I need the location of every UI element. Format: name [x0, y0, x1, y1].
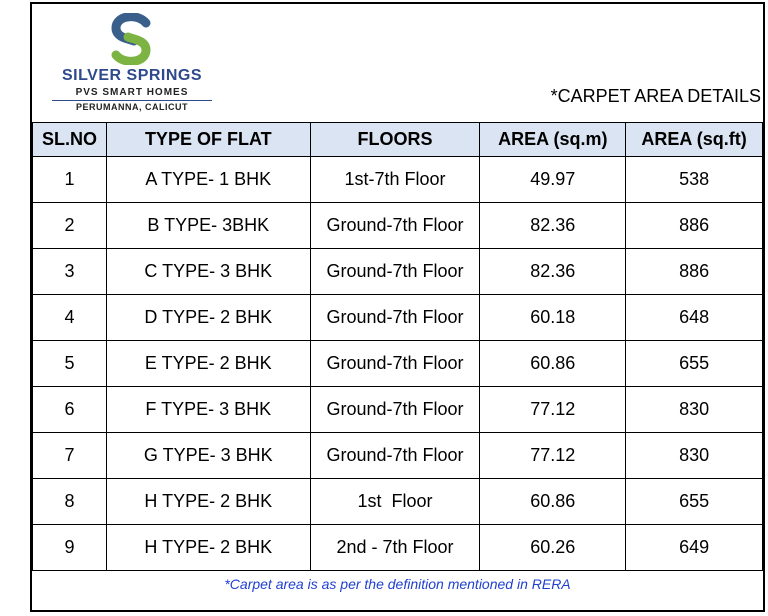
- brand-location: PERUMANNA, CALICUT: [52, 100, 212, 112]
- cell-area-sqft: 886: [626, 249, 763, 295]
- cell-area-sqm: 82.36: [480, 203, 626, 249]
- cell-floors: Ground-7th Floor: [310, 387, 480, 433]
- footnote: *Carpet area is as per the definition mentioned in RERA: [224, 576, 571, 592]
- cell-type: D TYPE- 2 BHK: [106, 295, 310, 341]
- cell-type: E TYPE- 2 BHK: [106, 341, 310, 387]
- cell-floors: 2nd - 7th Floor: [310, 525, 480, 571]
- swirl-s-logo-icon: [108, 13, 154, 65]
- cell-type: F TYPE- 3 BHK: [106, 387, 310, 433]
- cell-area-sqm: 82.36: [480, 249, 626, 295]
- cell-area-sqft: 655: [626, 479, 763, 525]
- table-row: [33, 433, 763, 479]
- cell-slno: 5: [33, 341, 107, 387]
- cell-slno: 6: [33, 387, 107, 433]
- cell-area-sqm: 49.97: [480, 157, 626, 203]
- carpet-area-table: [32, 122, 763, 571]
- cell-slno: 8: [33, 479, 107, 525]
- table-header-row: [33, 123, 763, 157]
- table-row: [33, 203, 763, 249]
- table-row: [33, 525, 763, 571]
- brand-block: [52, 67, 212, 112]
- cell-slno: 9: [33, 525, 107, 571]
- cell-area-sqft: 830: [626, 387, 763, 433]
- cell-floors: Ground-7th Floor: [310, 295, 480, 341]
- cell-type: H TYPE- 2 BHK: [106, 479, 310, 525]
- col-header-type: TYPE OF FLAT: [106, 123, 310, 157]
- cell-area-sqm: 60.86: [480, 341, 626, 387]
- cell-area-sqft: 648: [626, 295, 763, 341]
- page-title: *CARPET AREA DETAILS: [550, 86, 761, 106]
- table-row: [33, 157, 763, 203]
- cell-area-sqm: 77.12: [480, 433, 626, 479]
- cell-floors: 1st-7th Floor: [310, 157, 480, 203]
- cell-floors: Ground-7th Floor: [310, 203, 480, 249]
- cell-type: H TYPE- 2 BHK: [106, 525, 310, 571]
- cell-area-sqm: 60.18: [480, 295, 626, 341]
- cell-area-sqm: 77.12: [480, 387, 626, 433]
- cell-area-sqm: 60.26: [480, 525, 626, 571]
- col-header-slno: SL.NO: [33, 123, 107, 157]
- cell-slno: 7: [33, 433, 107, 479]
- cell-area-sqft: 886: [626, 203, 763, 249]
- cell-type: G TYPE- 3 BHK: [106, 433, 310, 479]
- table-row: [33, 479, 763, 525]
- cell-type: B TYPE- 3BHK: [106, 203, 310, 249]
- cell-type: C TYPE- 3 BHK: [106, 249, 310, 295]
- cell-area-sqft: 830: [626, 433, 763, 479]
- cell-area-sqm: 60.86: [480, 479, 626, 525]
- table-row: [33, 387, 763, 433]
- col-header-floors: FLOORS: [310, 123, 480, 157]
- cell-slno: 4: [33, 295, 107, 341]
- table-row: [33, 341, 763, 387]
- cell-floors: Ground-7th Floor: [310, 341, 480, 387]
- col-header-area-sqft: AREA (sq.ft): [626, 123, 763, 157]
- col-header-area-sqm: AREA (sq.m): [480, 123, 626, 157]
- cell-area-sqft: 655: [626, 341, 763, 387]
- brand-name: SILVER SPRINGS: [61, 67, 203, 84]
- table-row: [33, 295, 763, 341]
- cell-floors: Ground-7th Floor: [310, 249, 480, 295]
- cell-slno: 1: [33, 157, 107, 203]
- cell-slno: 3: [33, 249, 107, 295]
- carpet-area-sheet: [30, 2, 765, 612]
- cell-floors: Ground-7th Floor: [310, 433, 480, 479]
- cell-area-sqft: 649: [626, 525, 763, 571]
- table-row: [33, 249, 763, 295]
- cell-type: A TYPE- 1 BHK: [106, 157, 310, 203]
- cell-slno: 2: [33, 203, 107, 249]
- brand-tagline: PVS SMART HOMES: [75, 87, 189, 98]
- sheet-header: [32, 4, 763, 121]
- cell-area-sqft: 538: [626, 157, 763, 203]
- cell-floors: 1st Floor: [310, 479, 480, 525]
